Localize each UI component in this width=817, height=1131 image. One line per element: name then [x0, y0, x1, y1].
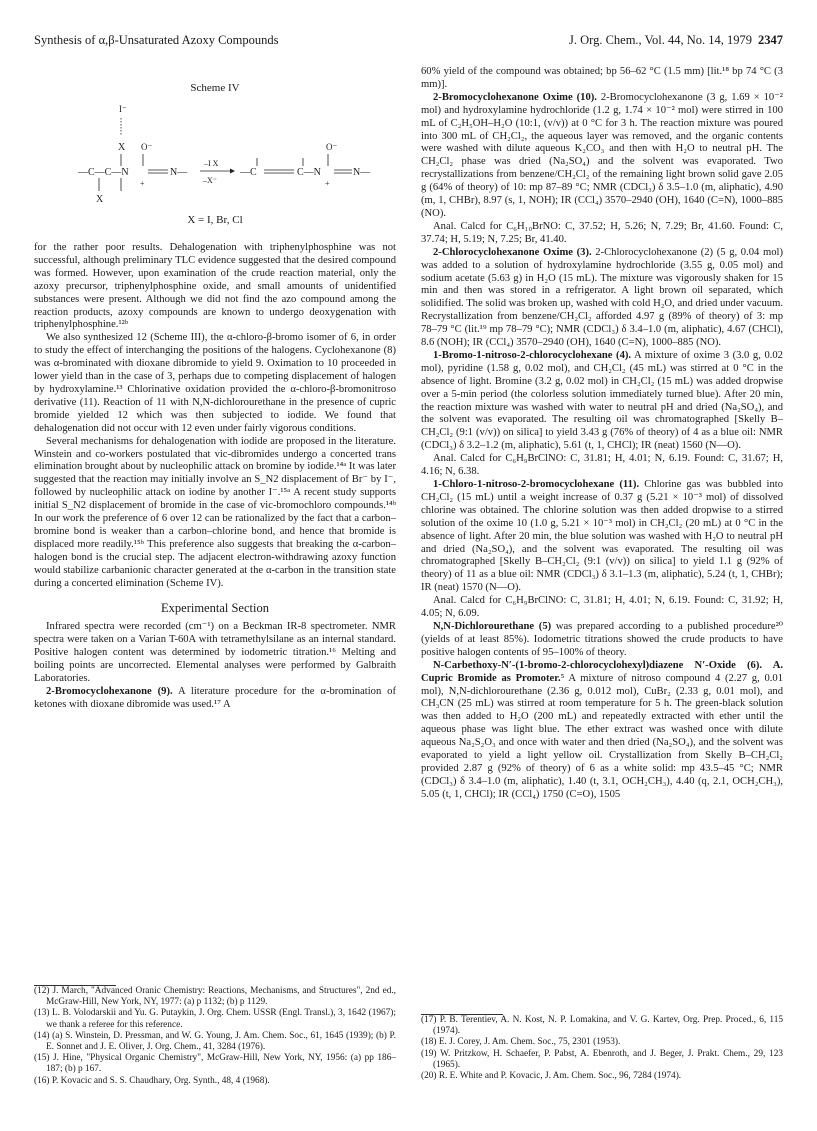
- footnote-15: (15) J. Hine, "Physical Organic Chemistry", McGraw-Hill, New York, NY, 1956: (a) pp 186–187; (b) p 167.: [34, 1053, 396, 1075]
- compound-3-title: 2-Chlorocyclohexanone Oxime (3).: [433, 246, 592, 258]
- left-paragraph-4: Infrared spectra were recorded (cm⁻¹) on a Beckman IR-8 spectrometer. NMR spectra were taken on a Varian T-60A with tetramethylsilane as an internal standard. Positive halogen content was determined by iodometric titration.¹⁶ Melting and boiling points are uncorrected. Elemental analyses were performed by Galbraith Laboratories.: [34, 621, 396, 684]
- right-paragraph-6: Anal. Calcd for C₆H₉BrClNO: C, 31.81; H, 4.01; N, 6.19. Found: C, 31.67; H, 4.16; N, 6.38.: [421, 453, 783, 478]
- scheme-structure: [72, 96, 372, 208]
- journal-name: J. Org. Chem., Vol. 44, No. 14, 1979: [568, 33, 752, 47]
- compound-6-text: ⁵ A mixture of nitroso compound 4 (2.27 g, 0.01 mol), N,N-dichlorourethane (2.36 g, 0.012 mol), CuBr₂ (2.33 g, 0.01 mol), and CH₃CN (25 mL) was stirred at room temperature for 5 h. The green-black solution was then added to H₂O (200 mL) and repeatedly extracted with ether until the aqueous phase was light blue. The ether extract was washed once with dilute aqueous Na₂S₂O₃ and once with water and then dried (Na₂SO₄), and the solvent was evaporated to yield a light yellow oil. Crystallization from Skelly B–CH₂Cl₂ provided 2.87 g (92% of theory) of 6 as a white solid: mp 43.5–45 °C; NMR (CDCl₃) δ 3.4–1.0 (m, aliphatic), 1.40 (t, 3.1, OCH₂CH₃), 4.40 (q, 2.1, OCH₂CH₃), 5.05 (t, 1, CHCl); IR (CCl₄) 1750 (C=O), 1505: [421, 672, 783, 800]
- arrow-bottom-label: –X⁻: [203, 176, 217, 185]
- right-paragraph-8: Anal. Calcd for C₆H₉BrClNO: C, 31.81; H, 4.01; N, 6.19. Found: C, 31.92; H, 4.05; N, 6.09.: [421, 595, 783, 620]
- footnote-19: (19) W. Pritzkow, H. Schaefer, P. Pabst, A. Ebenroth, and J. Beger, J. Prakt. Chem., 29, 123 (1965).: [421, 1048, 783, 1070]
- footnote-16: (16) P. Kovacic and S. S. Chaudhary, Org. Synth., 48, 4 (1968).: [34, 1075, 270, 1086]
- footnote-20: (20) R. E. White and P. Kovacic, J. Am. Chem. Soc., 96, 7284 (1974).: [421, 1071, 682, 1082]
- compound-6-title: N-Carbethoxy-N′-(1-bromo-2-chlorocyclohexyl)diazene N′-Oxide (6). A. Cupric Bromide as Promoter.: [421, 659, 783, 684]
- compound-10-text: 2-Bromocyclohexanone (3 g, 1.69 × 10⁻² mol) and hydroxylamine hydrochloride (1.2 g, 1.74 × 10⁻² mol) were stirred in 100 mL of C₂H₅OH–H₂O (10:1, (v/v)) at 0 °C for 3 h. The reaction mixture was poured into 300 mL of CH₂Cl₂, the aqueous layer was removed, and the organic contents were washed with dilute aqueous K₂CO₃ and then with H₂O to neutral pH. The CH₂Cl₂ phase was dried (Na₂SO₄) and the solvent was evaporated. Two recrystallizations from benzene/CH₂Cl₂ of the remaining light brown solid gave 2.05 g (64% of theory) of 10: mp 87–89 °C; NMR (CDCl₃) δ 3.5–1.0 (m, aliphatic), 4.90 (m, 1, CHBr), 8.97 (s, 1, NOH); IR (CCl₄) 3570–2940 (OH), 1640 (C=N), 1000–885 (NO).: [421, 91, 783, 219]
- compound-4-text: A mixture of oxime 3 (3.0 g, 0.02 mol), pyridine (1.58 g, 0.02 mol), and CH₂Cl₂ (45 mL) was stirred at 0 °C in the absence of light. Bromine (3.2 g, 0.02 mol) in CH₂Cl₂ (15 mL) was added dropwise over a 5-min period (the colorless solution immediately turned blue). After 20 min, the reaction mixture was washed with water to neutral pH and dried (Na₂SO₄), and the solvent was evaporated. The resulting oil was chromatographed [Skelly B–CH₂Cl₂ (9:1 (v/v)) on silica] to yield 3.43 g (76% of theory) of 4 as a blue oil: NMR (CDCl₃) δ 3.2–1.2 (m, aliphatic), 5.61 (t, 1, CHCl); IR (neat) 1560 (N—O).: [421, 349, 783, 452]
- scheme-caption: X = I, Br, Cl: [187, 214, 243, 226]
- svg-text:—C—C—N: —C—C—N: [78, 167, 129, 178]
- compound-4-title: 1-Bromo-1-nitroso-2-chlorocyclohexane (4).: [433, 349, 632, 361]
- svg-text:—C: —C: [240, 167, 257, 178]
- x-bottom: X: [96, 194, 104, 205]
- arrow-top-label: –I X: [204, 159, 219, 168]
- footnotes-right: [421, 1014, 783, 1082]
- svg-text:+: +: [325, 179, 330, 188]
- section-heading: Experimental Section: [161, 601, 269, 616]
- right-paragraph-5: [421, 350, 783, 453]
- right-paragraph-9: [421, 621, 783, 660]
- svg-text:C—N: C—N: [297, 167, 321, 178]
- footnote-13: (13) L. B. Volodarskii and Yu. G. Putaykin, J. Org. Chem. USSR (Engl. Transl.), 3, 1642 (1967); we thank a referee for this reference.: [34, 1008, 396, 1030]
- compound-9-text: A literature procedure for the α-bromination of ketones with dioxane dibromide was used.¹⁷ A: [34, 685, 396, 710]
- footnotes-left: [34, 985, 396, 1087]
- footnote-12: (12) J. March, "Advanced Oranic Chemistry: Reactions, Mechanisms, and Structures", 2nd ed., McGraw-Hill, New York, NY, 1977: (a) p 1132; (b) p 1129.: [34, 986, 396, 1008]
- right-paragraph-10: [421, 660, 783, 802]
- scheme-iv: [34, 66, 396, 230]
- o-minus-left: O⁻: [141, 142, 153, 152]
- svg-text:N—: N—: [353, 167, 371, 178]
- x-top: X: [118, 142, 126, 153]
- footnote-18: (18) E. J. Corey, J. Am. Chem. Soc., 75, 2301 (1953).: [421, 1037, 621, 1048]
- compound-11-text: Chlorine gas was bubbled into CH₂Cl₂ (15 mL) until a weight increase of 0.37 g (5.21 × 10⁻³ mol) of dissolved chlorine was obtained. The chlorine solution was then added dropwise to a stirred solution of the oxime 10 (1.0 g, 5.21 × 10⁻³ mol) in CH₂Cl₂ (20 mL) at 0 °C in the absence of light. After 20 min, the blue solution was washed with H₂O to neutral pH and dried (Na₂SO₄), and the solvent was evaporated. The resulting oil was chromatographed [Skelly B–CH₂Cl₂ (9:1 (v/v)) on silica] to yield 1.1 g (92% of theory) of 11 as a blue oil: NMR (CDCl₃) δ 3.1–1.3 (m, aliphatic), 5.24 (t, 1, CHBr); IR (neat) 1570 (N—O).: [421, 479, 783, 594]
- svg-text:+: +: [140, 179, 145, 188]
- left-paragraph-1: for the rather poor results. Dehalogenation with triphenylphosphine was not successful, although preliminary TLC evidence suggested that the desired compound was formed. However, upon examination of the crude reaction material, only the azoxy precursor, triphenylphosphine oxide, and small amounts of unidentified substances were present. Although we did not find the azo compound among the reaction products, azoxy compounds are known to undergo deoxygenation with triphenylphosphine.¹²ᵇ: [34, 242, 396, 331]
- compound-11-title: 1-Chloro-1-nitroso-2-bromocyclohexane (11).: [433, 479, 640, 490]
- right-paragraph-3: Anal. Calcd for C₆H₁₀BrNO: C, 37.52; H, 5.26; N, 7.29; Br, 41.60. Found: C, 37.74; H, 5.19; N, 7.25; Br, 41.40.: [421, 220, 783, 245]
- right-paragraph-2: [421, 92, 783, 221]
- scheme-title: Scheme IV: [190, 82, 240, 94]
- right-column: [421, 66, 783, 802]
- compound-9-title: 2-Bromocyclohexanone (9).: [46, 685, 173, 697]
- running-header: [34, 33, 783, 49]
- left-paragraph-5: [34, 686, 396, 712]
- left-column: [34, 66, 396, 712]
- running-title: Synthesis of α,β-Unsaturated Azoxy Compounds: [34, 33, 279, 47]
- iodide-label: I⁻: [119, 104, 127, 114]
- compound-10-title: 2-Bromocyclohexanone Oxime (10).: [433, 91, 597, 103]
- o-minus-right: O⁻: [326, 142, 338, 152]
- left-paragraph-2: We also synthesized 12 (Scheme III), the α-chloro-β-bromo isomer of 6, in order to study the effect of interchanging the positions of the halogens. Cyclohexanone (8) was α-brominated with dioxane dibromide to yield 9. Oximation to 10 proceeded in lower yield than in the case of 3, perhaps due to competing displacement of halogen by hydroxylamine.¹³ Chlorinative oxidation provided the α-chloro-β-bromonitroso derivative (11). Reaction of 11 with N,N-dichlorourethane in the presence of cupric bromide yielded 12 which was then subjected to iodide. We found that dehalogenation did not occur with 12 even under fairly vigorous conditions.: [34, 332, 396, 434]
- footnote-14: (14) (a) S. Winstein, D. Pressman, and W. G. Young, J. Am. Chem. Soc., 61, 1645 (1939); (b) P. E. Sonnet and J. E. Oliver, J. Org. Chem., 41, 3284 (1976).: [34, 1030, 396, 1053]
- right-paragraph-7: [421, 479, 783, 595]
- right-paragraph-4: [421, 247, 783, 350]
- left-paragraph-3: Several mechanisms for dehalogenation with iodide are proposed in the literature. Winstein and co-workers postulated that vic-dibromides undergo a concerted trans elimination brought about by nucleophilic attack on bromine by iodide.¹⁴ᵃ It was later suggested that the reaction may initially involve an S_N2 displacement of Br⁻ by I⁻, followed by nucleophilic attack on iodine by another I⁻.¹⁵ᵃ A recent study supports initial S_N2 displacement of bromide in the case of vic-bromochloro compounds.¹⁴ᵇ In our work the preference of 6 over 12 can be rationalized by the fact that a carbon–bromine bond is weaker than a carbon–chlorine bond, and hence that bromide is displaced more readily.¹⁵ᵇ This preference also suggests that breaking the α-carbon–halogen bond is the crucial step. The adjacent electron-withdrawing azoxy function would stabilize carbanionic character generated at the α-carbon in the transition state during a concerted elimination (Scheme IV).: [34, 435, 396, 589]
- right-paragraph-1: 60% yield of the compound was obtained; bp 56–62 °C (1.5 mm) [lit.¹⁸ bp 74 °C (3 mm)].: [421, 66, 783, 90]
- svg-text:N—: N—: [170, 167, 188, 178]
- compound-5-title: N,N-Dichlorourethane (5): [433, 620, 552, 632]
- journal-citation: [569, 33, 783, 48]
- footnote-17: (17) P. B. Terentiev, A. N. Kost, N. P. Lomakina, and V. G. Kartev, Org. Prep. Proced., 6, 115 (1974).: [421, 1015, 783, 1037]
- compound-5-text: was prepared according to a published procedure²⁰ (yields of at least 85%). Iodometric titrations showed the crude products to have positive halogen contents of 95–100% of theory.: [421, 620, 783, 658]
- compound-3-text: 2-Chlorocyclohexanone (2) (5 g, 0.04 mol) was added to a solution of hydroxylamine hydrochloride (3.55 g, 0.05 mol) and sodium acetate (5.63 g) in H₂O (15 mL). The mixture was vigorously shaken for 15 min and then was stored in a refrigerator. A light brown oil separated, which solidified. The solid was broken up, washed with cold H₂O, and dried under vacuum. Recrystallization from benzene/CH₂Cl₂ afforded 4.97 g (89% of theory) of 3: mp 78–79 °C (lit.¹⁹ mp 78–79 °C); NMR (CDCl₃) δ 3.4–1.0 (m, aliphatic), 4.67 (CHCl), 8.6 (NOH); IR (CCl₄) 3570–2940 (OH), 1640 (C=N), 1000–885 (NO).: [421, 246, 783, 349]
- page-number: 2347: [758, 33, 783, 47]
